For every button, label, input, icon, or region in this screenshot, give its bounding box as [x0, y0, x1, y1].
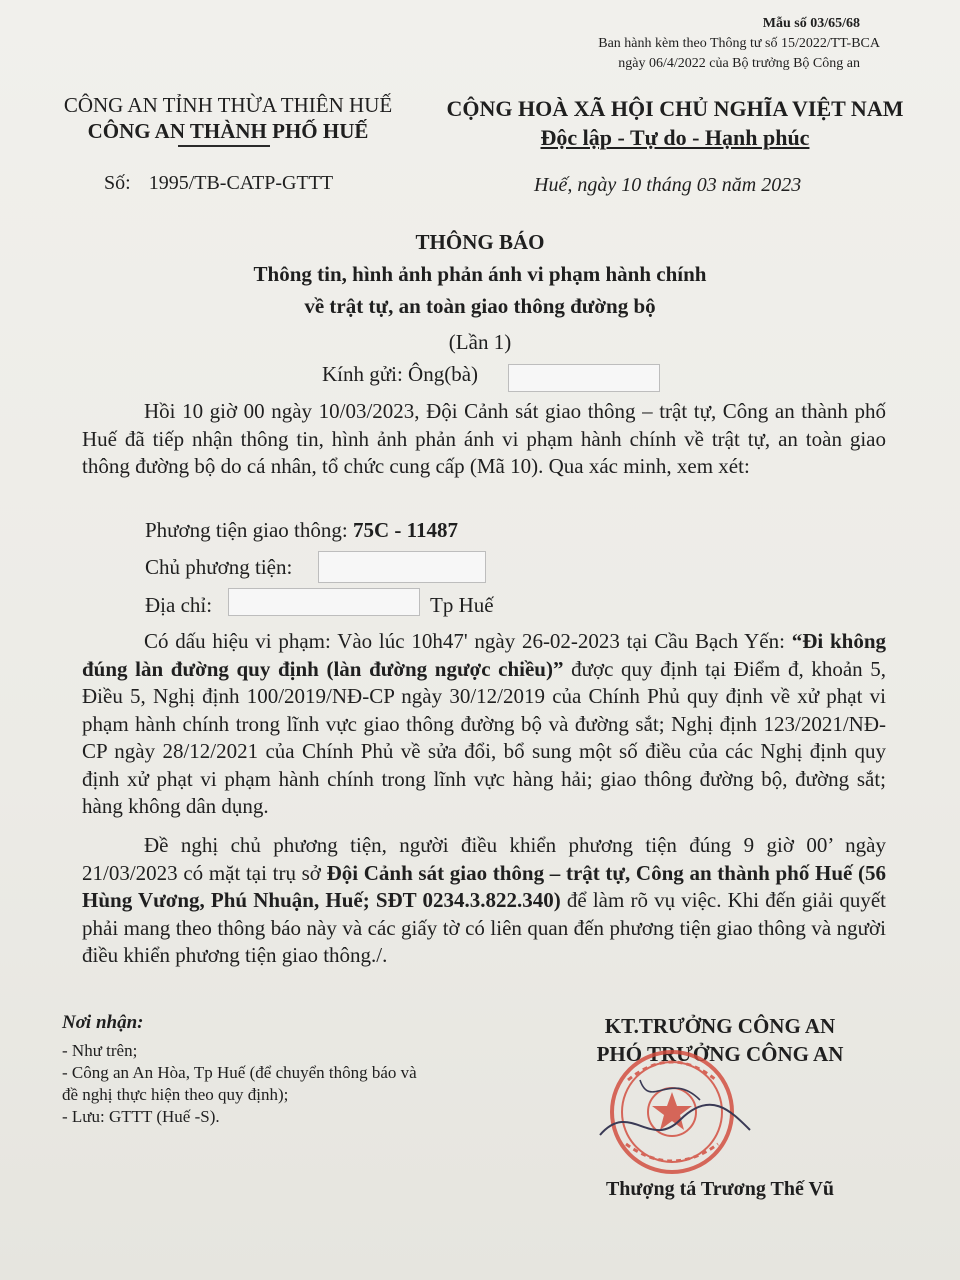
request-office: Đội Cảnh sát giao thông – trật tự, Công an thành phố Huế (56 Hùng Vương, Phú Nhuận, Huế; SĐT 0234.3.822.340) — [82, 860, 886, 912]
violation-prefix: Có dấu hiệu vi phạm: Vào lúc 10h47' ngày 26-02-2023 tại Cầu Bạch Yến: — [144, 629, 785, 653]
form-issuance-date: ngày 06/4/2022 của Bộ trưởng Bộ Công an — [618, 56, 860, 71]
recipient-item: - Công an An Hòa, Tp Huế (để chuyển thông báo và — [62, 1063, 417, 1082]
signer-name: Thượng tá Trương Thế Vũ — [605, 1178, 835, 1200]
document-title: THÔNG BÁO — [415, 230, 545, 254]
violation-description: “Đi không đúng làn đường quy định (làn đường ngược chiều)” — [82, 629, 887, 681]
official-seal-icon — [580, 1040, 760, 1180]
agency-unit: CÔNG AN THÀNH PHỐ HUẾ — [87, 119, 369, 143]
document-subtitle-1: Thông tin, hình ảnh phản ánh vi phạm hành chính — [253, 262, 707, 286]
document-number-value: 1995/TB-CATP-GTTT — [148, 172, 334, 194]
recipient-item: - Lưu: GTTT (Huế -S). — [62, 1107, 220, 1126]
form-issuance-line: Ban hành kèm theo Thông tư số 15/2022/TT-BCA — [598, 36, 880, 51]
agency-underline — [178, 145, 270, 147]
document-subtitle-2: về trật tự, an toàn giao thông đường bộ — [304, 294, 656, 318]
nation-name: CỘNG HOÀ XÃ HỘI CHỦ NGHĨA VIỆT NAM — [446, 96, 904, 121]
request-details: để làm rõ vụ việc. Khi đến giải quyết phải mang theo thông báo này và các giấy tờ có liên quan đến phương tiện giao thông và người điều khiển phương tiện giao thông./. — [82, 888, 887, 967]
recipients-heading: Nơi nhận: — [62, 1012, 144, 1033]
agency-parent: CÔNG AN TỈNH THỪA THIÊN HUẾ — [63, 93, 393, 117]
signature-title-2: PHÓ TRƯỞNG CÔNG AN — [596, 1042, 844, 1066]
document-number-label: Số: — [104, 172, 131, 194]
request-prefix: Đề nghị chủ phương tiện, người điều khiển phương tiện đúng 9 giờ 00’ ngày 21/03/2023 có mặt tại trụ sở — [82, 833, 886, 885]
form-reference — [598, 14, 880, 74]
redacted-address — [228, 588, 420, 616]
recipient-item: - Như trên; — [62, 1041, 138, 1060]
vehicle-field — [145, 518, 458, 543]
notice-round: (Lần 1) — [448, 330, 512, 354]
redacted-owner — [318, 551, 486, 583]
signature-title-1: KT.TRƯỞNG CÔNG AN — [604, 1014, 836, 1038]
agency-header — [48, 92, 408, 144]
request-paragraph — [82, 832, 886, 970]
vehicle-plate: 75C - 11487 — [352, 518, 458, 542]
redacted-addressee — [508, 364, 660, 392]
address-label: Địa chỉ: — [145, 593, 213, 617]
document-date: Huế, ngày 10 tháng 03 năm 2023 — [534, 174, 802, 196]
addressee-label: Kính gửi: Ông(bà) — [322, 362, 479, 386]
national-header — [440, 94, 910, 152]
document-number — [104, 172, 333, 195]
recipients-block — [62, 1012, 502, 1128]
owner-label: Chủ phương tiện: — [145, 555, 293, 579]
violation-legal-basis: được quy định tại Điểm đ, khoản 5, Điều 5, Nghị định 100/2019/NĐ-CP ngày 30/12/2019 của Chính Phủ quy định về xử phạt vi phạm hành chính trong lĩnh vực giao thông đường bộ và đường sắt; Nghị định 123/2021/NĐ-CP ngày 28/12/2021 của Chính Phủ về sửa đổi, bổ sung một số điều của các Nghị định quy định xử phạt vi phạm hành chính trong lĩnh vực hàng hải; giao thông đường bộ, đường sắt; hàng không dân dụng. — [82, 656, 886, 818]
violation-paragraph — [82, 628, 886, 821]
nation-motto: Độc lập - Tự do - Hạnh phúc — [540, 125, 810, 150]
vehicle-label: Phương tiện giao thông: — [145, 518, 348, 542]
form-number: Mẫu số 03/65/68 — [762, 16, 860, 31]
recipient-item: đề nghị thực hiện theo quy định); — [62, 1085, 289, 1104]
intro-paragraph: Hồi 10 giờ 00 ngày 10/03/2023, Đội Cảnh sát giao thông – trật tự, Công an thành phố Huế đã tiếp nhận thông tin, hình ảnh phản ánh vi phạm hành chính về trật tự, an toàn giao thông đường bộ do cá nhân, tổ chức cung cấp (Mã 10). Qua xác minh, xem xét: — [82, 399, 886, 478]
address-suffix: Tp Huế — [430, 593, 494, 617]
